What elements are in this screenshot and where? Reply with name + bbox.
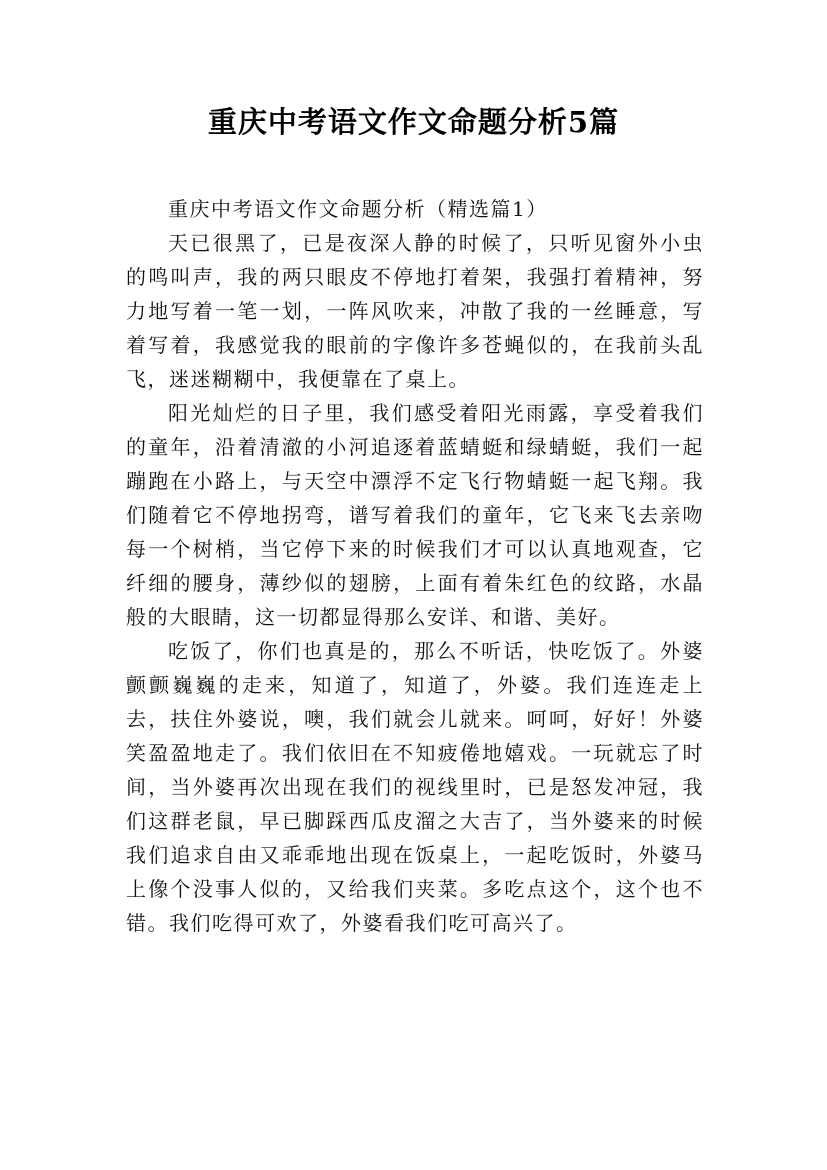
paragraph: 天已很黑了，已是夜深人静的时候了，只听见窗外小虫的鸣叫声，我的两只眼皮不停地打着架，我强打着精神，努力地写着一笔一划，一阵风吹来，冲散了我的一丝睡意，写着写着，我感觉我的眼前的字像许多苍蝇似的，在我前头乱飞，迷迷糊糊中，我便靠在了桌上。: [126, 231, 704, 391]
document-title: 重庆中考语文作文命题分析5篇: [207, 105, 620, 139]
paragraph: 吃饭了，你们也真是的，那么不听话，快吃饭了。外婆颤颤巍巍的走来，知道了，知道了，外婆。我们连连走上去，扶住外婆说，噢，我们就会儿就来。呵呵，好好！外婆笑盈盈地走了。我们依旧在不知疲倦地嬉戏。一玩就忘了时间，当外婆再次出现在我们的视线里时，已是怒发冲冠，我们这群老鼠，早已脚踩西瓜皮溜之大吉了，当外婆来的时候我们追求自由又乖乖地出现在饭桌上，一起吃饭时，外婆马上像个没事人似的，又给我们夹菜。多吃点这个，这个也不错。我们吃得可欢了，外婆看我们吃可高兴了。: [126, 639, 704, 935]
document-body: [126, 192, 704, 940]
paragraph: 阳光灿烂的日子里，我们感受着阳光雨露，享受着我们的童年，沿着清澈的小河追逐着蓝蜻蜓和绿蜻蜓，我们一起蹦跑在小路上，与天空中漂浮不定飞行物蜻蜓一起飞翔。我们随着它不停地拐弯，谱写着我们的童年，它飞来飞去亲吻每一个树梢，当它停下来的时候我们才可以认真地观查，它纤细的腰身，薄纱似的翅膀，上面有着朱红色的纹路，水晶般的大眼睛，这一切都显得那么安详、和谐、美好。: [126, 401, 704, 629]
section-heading: 重庆中考语文作文命题分析（精选篇1）: [168, 197, 548, 221]
